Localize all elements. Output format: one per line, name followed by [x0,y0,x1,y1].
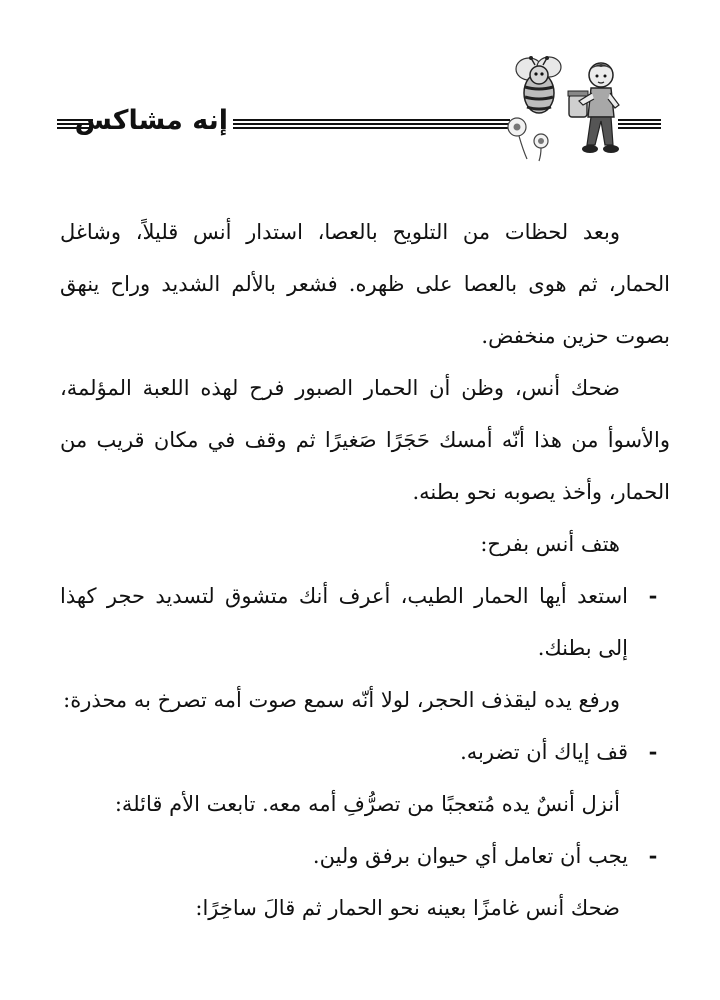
paragraph: وبعد لحظات من التلويح بالعصا، استدار أنس قليلاً، وشاغل الحمار، ثم هوى بالعصا على ظهره. فشعر بالألم الشديد وراح ينهق بصوت حزين منخفض. [60,220,670,348]
chapter-title: إنه مشاكس [74,105,228,136]
dialogue-line [60,830,670,882]
decorative-triple-rule-right [618,119,661,130]
bee-head [530,66,548,84]
boy-legs [587,117,613,145]
story-text [60,206,670,934]
dialogue-line [60,570,670,674]
paragraph: هتف أنس بفرح: [480,532,620,556]
chapter-header [0,55,720,165]
decorative-triple-rule-middle [233,119,510,130]
paragraph: أنزل أنسٌ يده مُتعجبًا من تصرُّفِ أمه معه. تابعت الأم قائلة: [114,792,620,816]
dialogue-text: استعد أيها الحمار الطيب، أعرف أنك متشوق لتسديد حجر كهذا إلى بطنك. [60,584,628,660]
paragraph: ضحك أنس غامزًا بعينه نحو الحمار ثم قالَ ساخِرًا: [195,896,620,920]
paragraph: ضحك أنس، وظن أن الحمار الصبور فرح لهذه اللعبة المؤلمة، والأسوأ من هذا أنّه أمسك حَجَرًا صَغيرًا ثم وقف في مكان قريب من الحمار، وأخذ يصوبه نحو بطنه. [60,376,670,504]
paragraph: ورفع يده ليقذف الحجر، لولا أنّه سمع صوت أمه تصرخ به محذرة: [63,688,620,712]
dialogue-line [60,726,670,778]
dialogue-dash: - [648,843,658,868]
dialogue-text: يجب أن تعامل أي حيوان برفق ولين. [312,844,628,868]
dialogue-dash: - [648,583,658,608]
boy-and-bee-illustration [505,55,623,163]
dialogue-text: قف إياك أن تضربه. [460,740,628,764]
dialogue-dash: - [648,739,658,764]
